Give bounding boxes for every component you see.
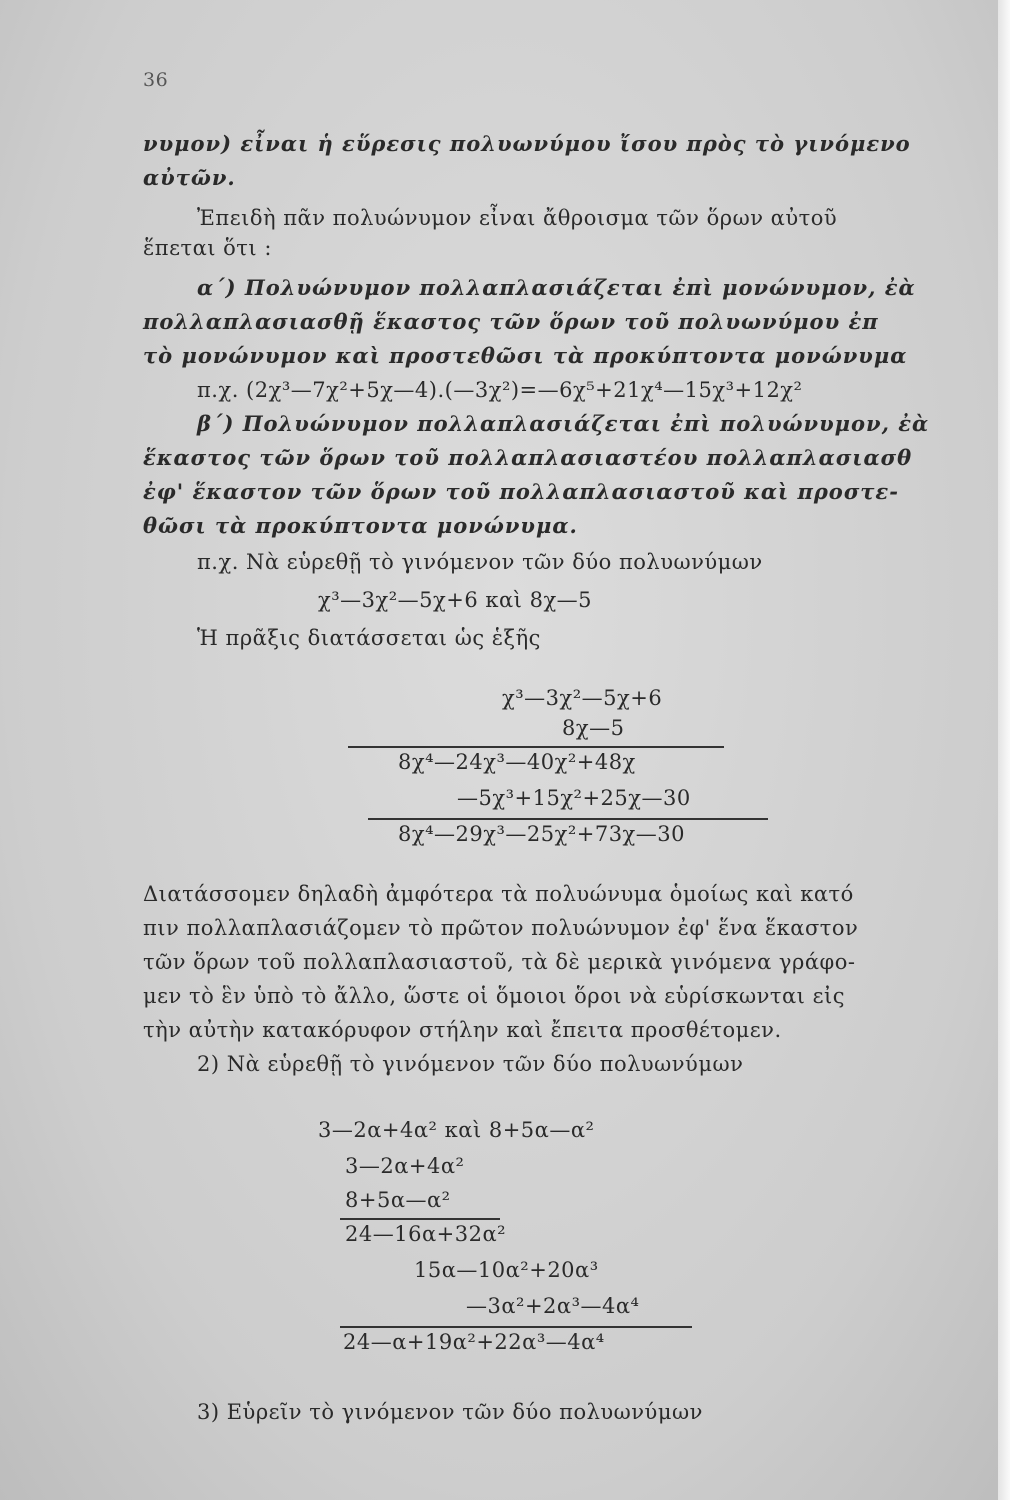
calc1-multiplicand: χ³—3χ²—5χ+6 — [502, 686, 663, 710]
rule-b-line-2: ἕκαστος τῶν ὅρων τοῦ πολλαπλασιαστέου πολλαπλασιασθ — [143, 445, 913, 470]
page-number: 36 — [143, 69, 169, 91]
paragraph-line-1: Διατάσσομεν δηλαδὴ ἀμφότερα τὰ πολυώνυμα ὁμοίως καὶ κατό — [143, 882, 854, 906]
page-edge — [998, 0, 1010, 1500]
calc1-partial-1: 8χ⁴—24χ³—40χ²+48χ — [398, 750, 636, 774]
example-b-polynomials: χ³—3χ²—5χ+6 καὶ 8χ—5 — [318, 588, 593, 612]
text-line-1: νυμον) εἶναι ἡ εὕρεσις πολυωνύμου ἴσου πρὸς τὸ γινόμενο — [143, 131, 911, 156]
example-a: π.χ. (2χ³—7χ²+5χ—4).(—3χ²)=—6χ⁵+21χ⁴—15χ³+12χ² — [197, 378, 803, 402]
calc2-partial-1: 24—16α+32α² — [345, 1222, 507, 1246]
calc1-partial-2: —5χ³+15χ²+25χ—30 — [457, 786, 691, 810]
rule-b-line-3: ἐφ' ἕκαστον τῶν ὅρων τοῦ πολλαπλασιαστοῦ καὶ προστε- — [143, 479, 899, 504]
calc2-partial-3: —3α²+2α³—4α⁴ — [466, 1294, 640, 1318]
rule-b-line-4: θῶσι τὰ προκύπτοντα μονώνυμα. — [143, 513, 578, 538]
calc2-result: 24—α+19α²+22α³—4α⁴ — [343, 1330, 605, 1354]
example-3-intro: 3) Εὑρεῖν τὸ γινόμενον τῶν δύο πολυωνύμων — [197, 1400, 703, 1424]
text-line-2: αὐτῶν. — [143, 165, 236, 190]
calc2-multiplicand: 3—2α+4α² — [345, 1154, 465, 1178]
paragraph-line-4: μεν τὸ ἓν ὑπὸ τὸ ἄλλο, ὥστε οἱ ὅμοιοι ὅροι νὰ εὑρίσκωνται εἰς — [143, 984, 845, 1008]
rule-a-line-2: πολλαπλασιασθῇ ἕκαστος τῶν ὅρων τοῦ πολυωνύμου ἐπ — [143, 309, 879, 334]
paragraph-line-5: τὴν αὐτὴν κατακόρυφον στήλην καὶ ἔπειτα προσθέτομεν. — [143, 1018, 782, 1042]
text-line-3: Ἐπειδὴ πᾶν πολυώνυμον εἶναι ἄθροισμα τῶν ὅρων αὐτοῦ — [197, 206, 838, 230]
calc2-polynomials: 3—2α+4α² καὶ 8+5α—α² — [318, 1118, 595, 1142]
calc2-partial-2: 15α—10α²+20α³ — [414, 1258, 599, 1282]
example-2-intro: 2) Νὰ εὑρεθῇ τὸ γινόμενον τῶν δύο πολυωνύμων — [197, 1052, 744, 1076]
example-b-intro: π.χ. Νὰ εὑρεθῇ τὸ γινόμενον τῶν δύο πολυωνύμων — [197, 550, 763, 574]
calc2-multiplier: 8+5α—α² — [345, 1188, 451, 1212]
paragraph-line-2: πιν πολλαπλασιάζομεν τὸ πρῶτον πολυώνυμον ἐφ' ἕνα ἕκαστον — [143, 916, 859, 940]
rule-a-line-3: τὸ μονώνυμον καὶ προστεθῶσι τὰ προκύπτοντα μονώνυμα — [143, 343, 908, 368]
rule-b-line-1: β΄) Πολυώνυμον πολλαπλασιάζεται ἐπὶ πολυώνυμον, ἐὰ — [197, 411, 930, 436]
paragraph-line-3: τῶν ὅρων τοῦ πολλαπλασιαστοῦ, τὰ δὲ μερικὰ γινόμενα γράφο- — [143, 950, 856, 974]
calc1-multiplier: 8χ—5 — [562, 716, 625, 740]
rule-a-line-1: α΄) Πολυώνυμον πολλαπλασιάζεται ἐπὶ μονώνυμον, ἐὰ — [197, 275, 916, 300]
calc1-result: 8χ⁴—29χ³—25χ²+73χ—30 — [398, 822, 685, 846]
arrangement-intro: Ἡ πρᾶξις διατάσσεται ὡς ἑξῆς — [197, 626, 541, 650]
text-line-4: ἕπεται ὅτι : — [143, 236, 272, 260]
